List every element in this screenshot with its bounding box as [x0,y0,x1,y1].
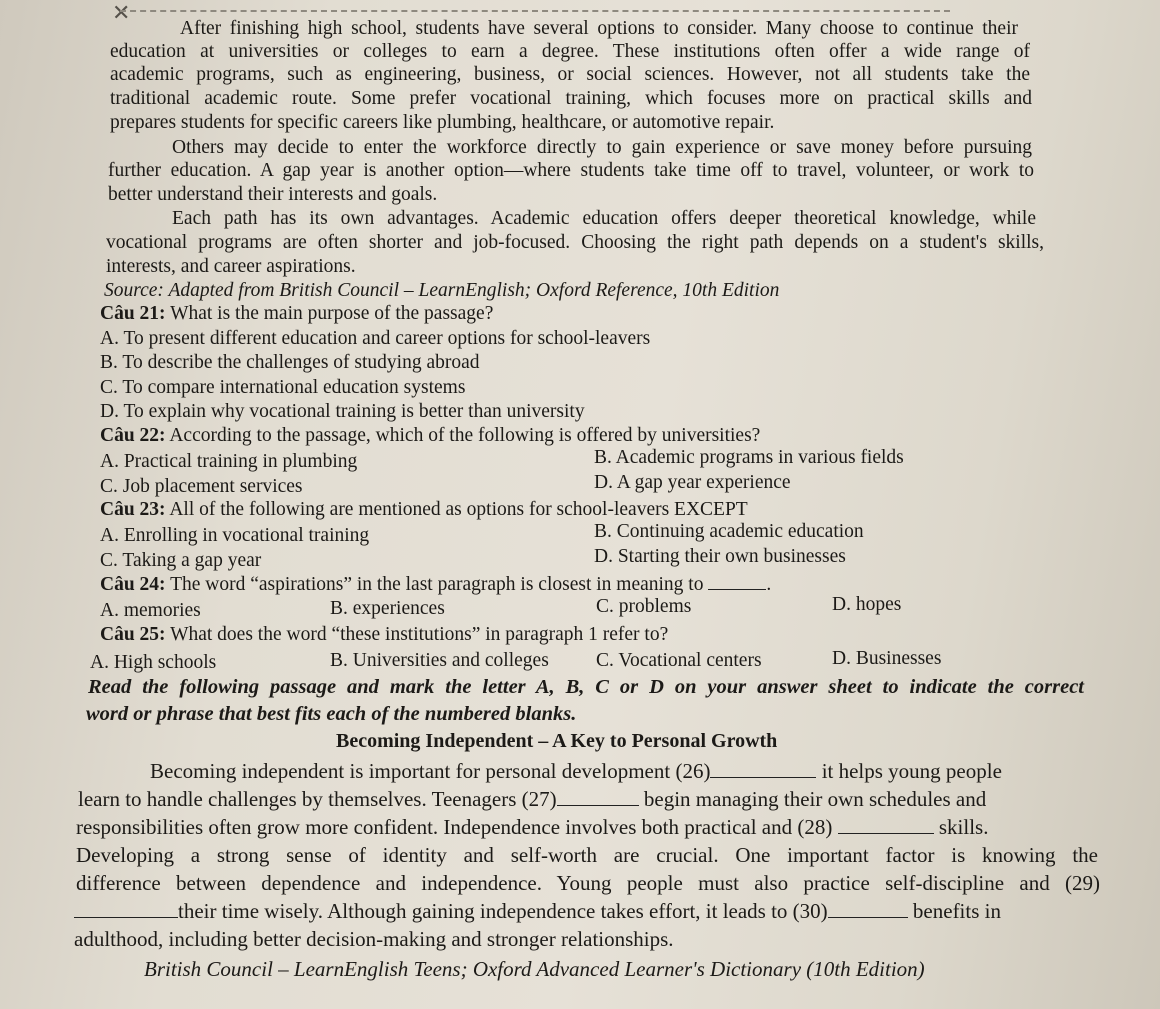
passage1-source: Source: Adapted from British Council – LearnEnglish; Oxford Reference, 10th Edition [104,280,780,301]
option-25d: D. Businesses [832,648,942,669]
question-21 [100,303,493,325]
question-label: Câu 25: [100,624,166,645]
blank-30 [828,903,908,918]
passage2-title: Becoming Independent – A Key to Personal Growth [336,730,778,752]
passage1-line: academic programs, such as engineering, business, or social sciences. However, not all students take the [110,64,1030,85]
option-25b: B. Universities and colleges [330,650,549,671]
option-24c: C. problems [596,596,692,617]
question-text: According to the passage, which of the following is offered by universities? [165,425,761,446]
option-22d: D. A gap year experience [594,472,791,493]
passage1-line: prepares students for specific careers like plumbing, healthcare, or automotive repair. [110,112,775,133]
option-24d: D. hopes [832,594,902,615]
answer-blank [708,575,766,590]
question-22 [100,425,760,447]
passage2-line: difference between dependence and independence. Young people must also practice self-discipline and (29) [76,871,1100,895]
passage1-line: vocational programs are often shorter and job-focused. Choosing the right path depends on a student's skills, [106,232,1044,253]
passage1-line: education at universities or colleges to earn a degree. These institutions often offer a wide range of [110,41,1030,62]
question-label: Câu 22: [100,425,166,446]
question-text: What does the word “these institutions” in paragraph 1 refer to? [165,624,669,645]
passage2-line: Developing a strong sense of identity and self-worth are crucial. One important factor is knowing the [76,843,1098,867]
dashed-cut-line [120,10,950,12]
blank-26 [710,763,816,778]
option-23a: A. Enrolling in vocational training [100,525,370,546]
option-23c: C. Taking a gap year [100,550,262,571]
question-label: Câu 24: [100,574,166,595]
option-21c: C. To compare international education systems [100,377,466,398]
option-21d: D. To explain why vocational training is better than university [100,401,585,422]
question-23 [100,499,748,521]
question-tail: . [766,574,772,595]
option-21b: B. To describe the challenges of studying abroad [100,352,480,373]
option-21a: A. To present different education and career options for school-leavers [100,328,651,349]
question-text: The word “aspirations” in the last paragraph is closest in meaning to [165,574,704,595]
blank-29 [74,903,178,918]
option-25a: A. High schools [90,652,217,673]
question-text: All of the following are mentioned as options for school-leavers EXCEPT [165,499,748,520]
passage2-line: adulthood, including better decision-making and stronger relationships. [74,927,674,951]
blank-27 [557,791,639,806]
option-23d: D. Starting their own businesses [594,546,846,567]
passage2-line: learn to handle challenges by themselves. Teenagers (27) begin managing their own schedules and [78,787,987,811]
option-22b: B. Academic programs in various fields [594,447,904,468]
option-24a: A. memories [100,600,201,621]
instruction-line: word or phrase that best fits each of the numbered blanks. [86,703,577,725]
question-text: What is the main purpose of the passage? [165,303,494,324]
passage2-line: Becoming independent is important for personal development (26) it helps young people [150,759,1002,783]
blank-28 [838,819,934,834]
passage1-line: Others may decide to enter the workforce directly to gain experience or save money before pursuing [172,137,1032,158]
option-22c: C. Job placement services [100,476,303,497]
option-22a: A. Practical training in plumbing [100,451,358,472]
passage1-line: better understand their interests and goals. [108,184,438,205]
instruction-line: Read the following passage and mark the letter A, B, C or D on your answer sheet to indicate the correct [88,676,1084,698]
option-25c: C. Vocational centers [596,650,762,671]
cross-mark-icon: ✕ [112,0,131,25]
question-label: Câu 23: [100,499,166,520]
passage2-line: their time wisely. Although gaining independence takes effort, it leads to (30) benefits in [74,900,1001,922]
passage1-line: interests, and career aspirations. [106,256,356,277]
passage2-source: British Council – LearnEnglish Teens; Oxford Advanced Learner's Dictionary (10th Edition) [144,957,925,981]
passage1-line: traditional academic route. Some prefer vocational training, which focuses more on practical skills and [110,88,1032,109]
question-25 [100,624,668,646]
question-label: Câu 21: [100,303,166,324]
question-24 [100,574,771,596]
passage1-line: Each path has its own advantages. Academic education offers deeper theoretical knowledge, while [172,208,1036,229]
option-24b: B. experiences [330,598,445,619]
passage2-line: responsibilities often grow more confident. Independence involves both practical and (28) skills. [76,815,989,839]
option-23b: B. Continuing academic education [594,521,864,542]
passage1-line: further education. A gap year is another option—where students take time off to travel, volunteer, or work to [108,160,1034,181]
passage1-line: After finishing high school, students have several options to consider. Many choose to continue their [180,18,1018,39]
